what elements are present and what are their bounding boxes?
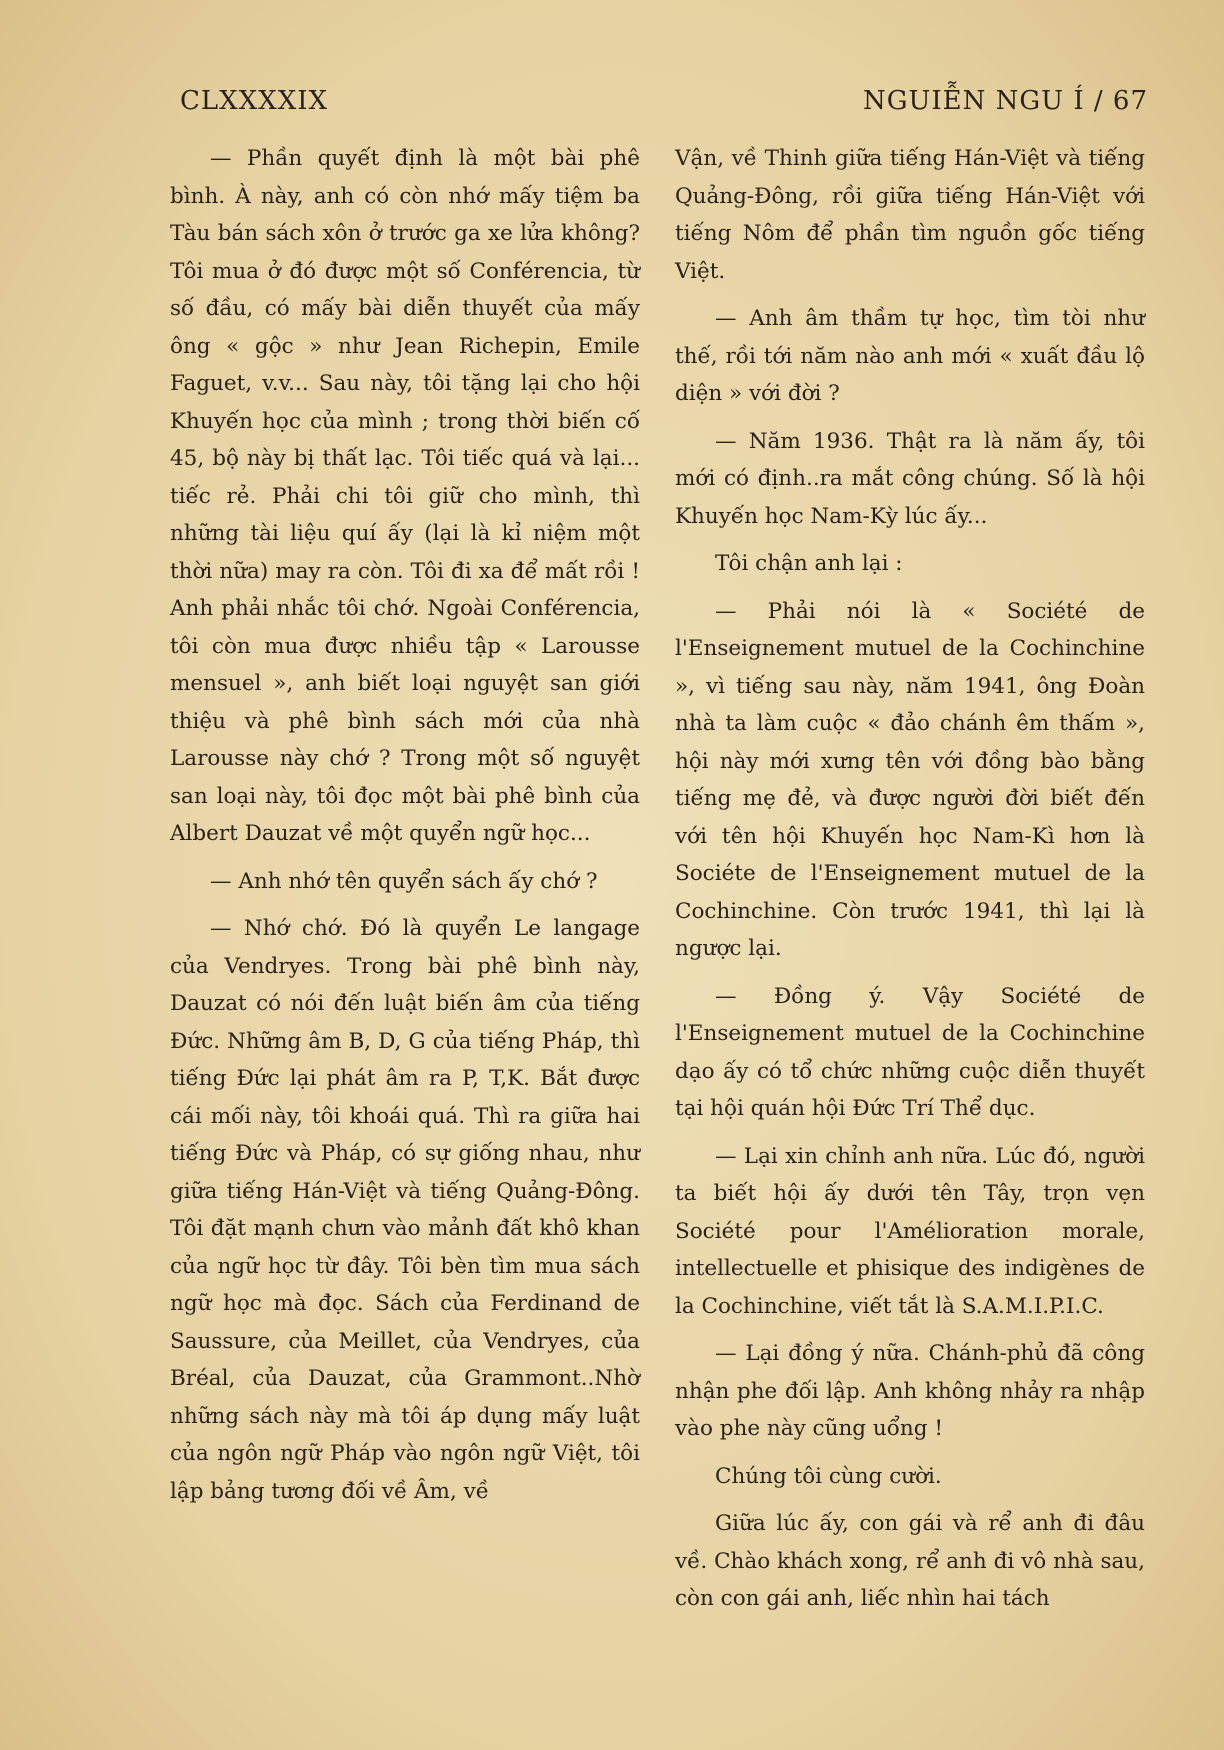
paragraph: — Đồng ý. Vậy Société de l'Enseignement mutuel de la Cochinchine dạo ấy có tổ chức những cuộc diễn thuyết tại hội quán hội Đức Trí Thể dục.	[675, 983, 1145, 1121]
paragraph: — Lại xin chỉnh anh nữa. Lúc đó, người ta biết hội ấy dưới tên Tây, trọn vẹn Société pour l'Amélioration morale, intellectuelle et phisique des indigènes de la Cochinchine, viết tắt là S.A.M.I.P.I.C.	[675, 1143, 1145, 1319]
paragraph: Chúng tôi cùng cười.	[715, 1463, 942, 1489]
left-column	[170, 140, 640, 1520]
page-header: NGUIỄN NGU Í / 67	[862, 86, 1148, 116]
paragraph: — Phần quyết định là một bài phê bình. À này, anh có còn nhớ mấy tiệm ba Tàu bán sách xôn ở trước ga xe lửa không? Tôi mua ở đó được một số Conférencia, từ số đầu, có mấy bài diễn thuyết của mấy ông « gộc » như Jean Richepin, Emile Faguet, v.v... Sau này, tôi tặng lại cho hội Khuyến học của mình ; trong thời biến cố 45, bộ này bị thất lạc. Tôi tiếc quá và lại... tiếc rẻ. Phải chi tôi giữ cho mình, thì những tài liệu quí ấy (lại là kỉ niệm một thời nữa) may ra còn. Tôi đi xa để mất rồi ! Anh phải nhắc tôi chớ. Ngoài Conférencia, tôi còn mua được nhiều tập « Larousse mensuel », anh biết loại nguyệt san giới thiệu và phê bình sách mới của nhà Larousse này chớ ? Trong một số nguyệt san loại này, tôi đọc một bài phê bình của Albert Dauzat về một quyển ngữ học...	[170, 146, 640, 846]
paragraph: — Năm 1936. Thật ra là năm ấy, tôi mới có định..ra mắt công chúng. Số là hội Khuyến học Nam-Kỳ lúc ấy...	[675, 428, 1145, 529]
paragraph: Giữa lúc ấy, con gái và rể anh đi đâu về. Chào khách xong, rể anh đi vô nhà sau, còn con gái anh, liếc nhìn hai tách	[675, 1511, 1145, 1611]
section-number: CLXXXXIX	[180, 86, 328, 116]
paragraph: — Phải nói là « Société de l'Enseignement mutuel de la Cochinchine », vì tiếng sau này, năm 1941, ông Đoàn nhà ta làm cuộc « đảo chánh êm thấm », hội này mới xưng tên với đồng bào bằng tiếng mẹ đẻ, và được người đời biết đến với tên hội Khuyến học Nam-Kì hơn là Sociéte de l'Enseignement mutuel de la Cochinchine. Còn trước 1941, thì lại là ngược lại.	[675, 598, 1145, 961]
paragraph: Tôi chận anh lại :	[715, 551, 903, 576]
paragraph: — Nhớ chớ. Đó là quyển Le langage của Vendryes. Trong bài phê bình này, Dauzat có nói đến luật biến âm của tiếng Đức. Những âm B, D, G của tiếng Pháp, thì tiếng Đức lại phát âm ra P, T,K. Bắt được cái mối này, tôi khoái quá. Thì ra giữa hai tiếng Đức và Pháp, có sự giống nhau, như giữa tiếng Hán-Việt và tiếng Quảng-Đông. Tôi đặt mạnh chưn vào mảnh đất khô khan của ngữ học từ đây. Tôi bèn tìm mua sách ngữ học mà đọc. Sách của Ferdinand de Saussure, của Meillet, của Vendryes, của Bréal, của Dauzat, của Grammont..Nhờ những sách này mà tôi áp dụng mấy luật của ngôn ngữ Pháp vào ngôn ngữ Việt, tôi lập bảng tương đối về Âm, về	[170, 916, 640, 1504]
paragraph: Vận, về Thinh giữa tiếng Hán-Việt và tiếng Quảng-Đông, rồi giữa tiếng Hán-Việt với tiếng Nôm để phần tìm nguồn gốc tiếng Việt.	[675, 146, 1145, 284]
paragraph: — Anh âm thầm tự học, tìm tòi như thế, rồi tới năm nào anh mới « xuất đầu lộ diện » với đời ?	[675, 306, 1145, 406]
paragraph: — Lại đồng ý nữa. Chánh-phủ đã công nhận phe đối lập. Anh không nhảy ra nhập vào phe này cũng uổng !	[675, 1341, 1145, 1441]
paragraph: — Anh nhớ tên quyển sách ấy chớ ?	[210, 868, 598, 894]
right-column	[675, 140, 1145, 1628]
